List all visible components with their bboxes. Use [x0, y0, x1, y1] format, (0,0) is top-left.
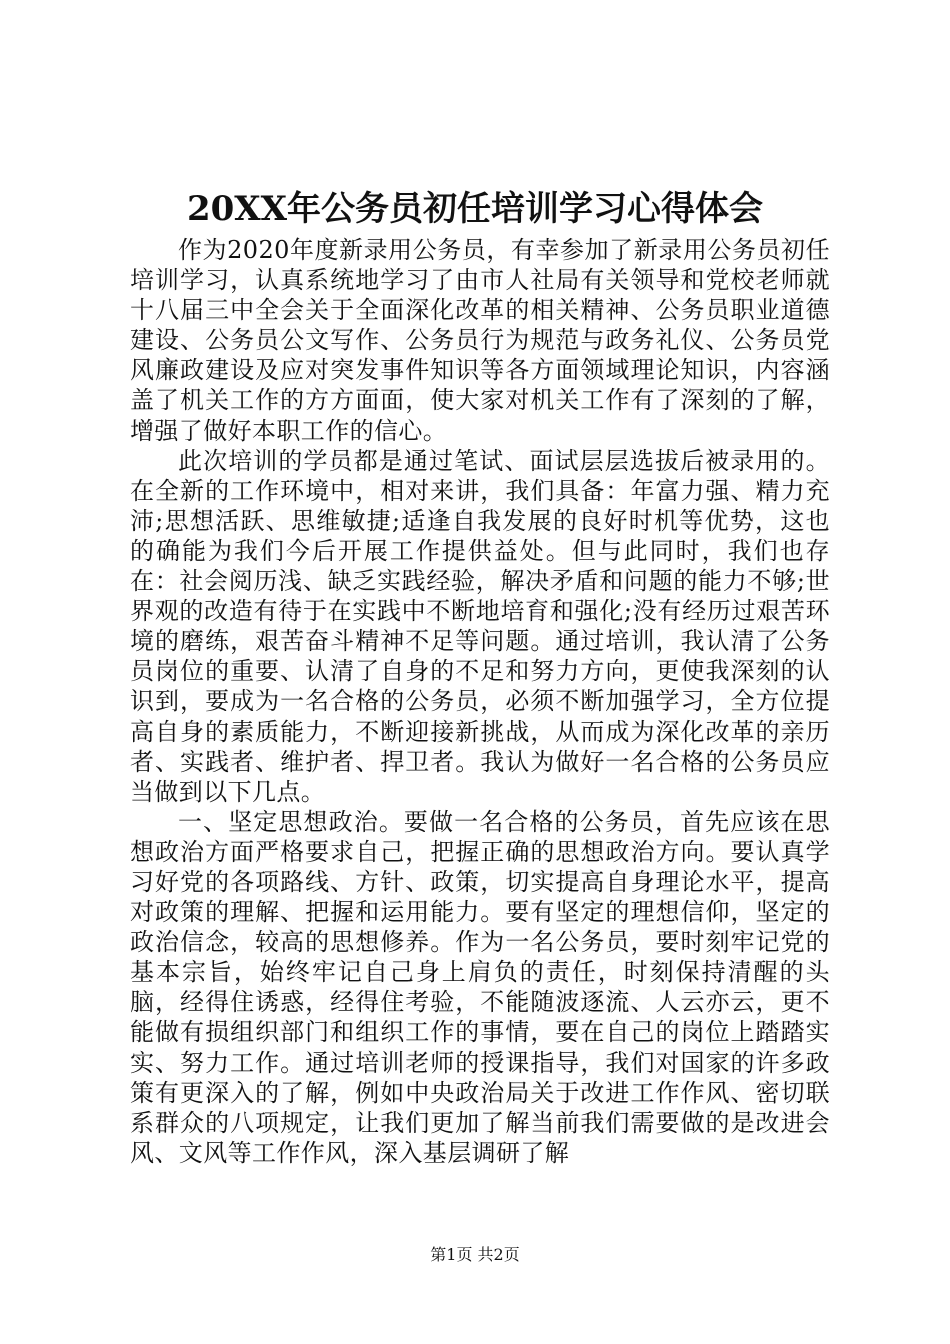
- paragraph-point-one: 一、坚定思想政治。要做一名合格的公务员，首先应该在思想政治方面严格要求自己，把握正确的思想政治方向。要认真学习好党的各项路线、方针、政策，切实提高自身理论水平，提高对政策的理解、把握和运用能力。要有坚定的理想信仰，坚定的政治信念，较高的思想修养。作为一名公务员，要时刻牢记党的基本宗旨，始终牢记自己身上肩负的责任，时刻保持清醒的头脑，经得住诱惑，经得住考验，不能随波逐流、人云亦云，更不能做有损组织部门和组织工作的事情，要在自己的岗位上踏踏实实、努力工作。通过培训老师的授课指导，我们对国家的许多政策有更深入的了解，例如中央政治局关于改进工作作风、密切联系群众的八项规定，让我们更加了解当前我们需要做的是改进会风、文风等工作作风，深入基层调研了解: [130, 807, 830, 1167]
- paragraph-intro: 作为2020年度新录用公务员，有幸参加了新录用公务员初任培训学习，认真系统地学习了由市人社局有关领导和党校老师就十八届三中全会关于全面深化改革的相关精神、公务员职业道德建设、公务员公文写作、公务员行为规范与政务礼仪、公务员党风廉政建设及应对突发事件知识等各方面领域理论知识，内容涵盖了机关工作的方方面面，使大家对机关工作有了深刻的了解，增强了做好本职工作的信心。: [130, 236, 830, 445]
- document-body: [130, 235, 830, 1168]
- document-title: 20XX年公务员初任培训学习心得体会: [186, 189, 764, 229]
- paragraph-trainees: 此次培训的学员都是通过笔试、面试层层选拔后被录用的。在全新的工作环境中，相对来讲，我们具备：年富力强、精力充沛;思想活跃、思维敏捷;适逢自我发展的良好时机等优势，这也的确能为我们今后开展工作提供益处。但与此同时，我们也存在：社会阅历浅、缺乏实践经验，解决矛盾和问题的能力不够;世界观的改造有待于在实践中不断地培育和强化;没有经历过艰苦环境的磨练，艰苦奋斗精神不足等问题。通过培训，我认清了公务员岗位的重要、认清了自身的不足和努力方向，更使我深刻的认识到，要成为一名合格的公务员，必须不断加强学习，全方位提高自身的素质能力，不断迎接新挑战，从而成为深化改革的亲历者、实践者、维护者、捍卫者。我认为做好一名合格的公务员应当做到以下几点。: [130, 446, 830, 806]
- page-footer: 第1页 共2页: [430, 1245, 520, 1264]
